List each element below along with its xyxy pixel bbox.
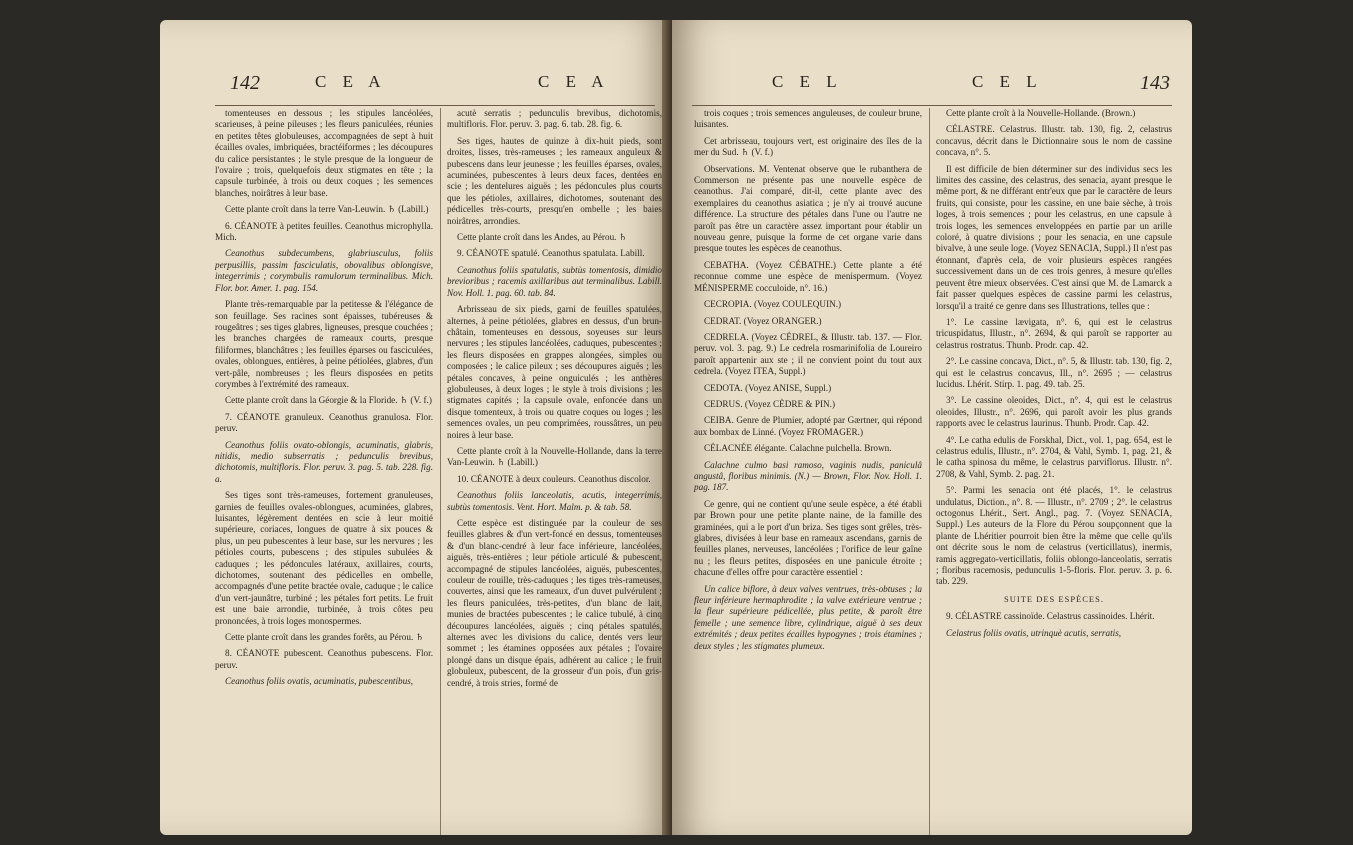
paragraph: acutè serratis ; pedunculis brevibus, dichotomis, multifloris. Flor. peruv. 3. pag. 6. tab. 28. fig. 6. — [447, 108, 662, 130]
paragraph: Cette plante croît dans les Andes, au Pérou. ♄ — [457, 232, 627, 243]
paragraph: Observations. M. Ventenat observe que le rubanthera de Commerson ne présente pas une nouvelle espèce de ceanothus. J'ai comparé, dit-il, cette plante avec des exemplaires du ceanothus asiatica ; je n'y ai trouvé aucune différence. La structure des pétales dans l'une ou l'autre ne paroît pas être un caractère assez important pour établir un nouveau genre, puisque la forme de cet organe varie dans presque toutes les espèces de ceanothus. — [694, 163, 922, 254]
paragraph: 6. CÉANOTE à petites feuilles. Ceanothus microphylla. Mich. — [215, 220, 433, 243]
paragraph: CÉLACNÉE élégante. Calachne pulchella. Brown. — [704, 443, 892, 454]
running-head-left-1: C E A — [315, 72, 387, 91]
paragraph: Ce genre, qui ne contient qu'une seule espèce, a été établi par Brown pour une petite plante naine, de la famille des graminées, qui a le port d'un briza. Ses tiges sont grêles, très-glabres, divisées à leur base en rameaux ascendans, garnis de feuilles planes, nerveuses, lancéolées ; l'orifice de leur gaîne nu ; les fleurs petites, disposées en une panicule étroite ; chacune d'elles offre pour caractère essentiel : — [694, 498, 922, 578]
paragraph: Ceanothus foliis ovatis, acuminatis, pubescentibus, — [225, 676, 414, 687]
paragraph: Cette plante croît dans les grandes forêts, au Pérou. ♄ — [225, 632, 424, 643]
paragraph: Ceanothus subdecumbens, glabriusculus, foliis perpusillis, passim fasciculatis, obovalibus oblongisve, integerrimis ; corymbulis ramulorum terminalibus. Mich. Flor. bor. Amer. 1. pag. 154. — [215, 248, 433, 293]
left-column-2 — [447, 108, 662, 694]
paragraph: SUITE DES ESPÈCES. — [1004, 593, 1104, 604]
right-column-2 — [936, 108, 1172, 644]
paragraph: 5°. Parmi les senacia ont été placés, 1°. le celastrus undulatus, Diction., n°. 8. — Illustr., n°. 2709 ; 2°. le celastrus octogonus Lhérit., Sert. Angl., pag. 7. (Voyez SENACIA, Suppl.) Les auteurs de la Flore du Pérou soupçonnent que la plante de Lhéritier pourroit bien être la même que celle qu'ils ont décrite sous le nom de celastrus (verticillatus), inermis, ramis aggregato-verticillatis, foliis oblongo-lanceolatis, serratis ; floribus racemosis, pedunculis 1-5-floris. Flor. peruv. 3. p. 6. tab. 229. — [936, 485, 1172, 587]
right-page — [672, 20, 1192, 835]
column-divider-right — [929, 108, 930, 835]
paragraph: Cette plante croît dans la terre Van-Leuwin. ♄ (Labill.) — [225, 204, 429, 215]
paragraph: CEDRUS. (Voyez CÈDRE & PIN.) — [704, 398, 836, 409]
left-column-1 — [215, 108, 433, 693]
running-head-right-1: C E L — [772, 72, 843, 91]
paragraph: Ceanothus foliis spatulatis, subtùs tomentosis, dimidio brevioribus ; racemis axillaribus aut terminalibus. Labill. Nov. Holl. 1. pag. 60. tab. 84. — [447, 264, 662, 298]
paragraph: Cette plante croît à la Nouvelle-Hollande. (Brown.) — [946, 108, 1136, 118]
paragraph: Ses tiges, hautes de quinze à dix-huit pieds, sont droites, lisses, très-rameuses ; les rameaux anguleux & pubescens dans leur jeunesse ; les feuilles éparses, ovales, acuminées, pubescentes à leurs deux faces, dentées en scie ; les dentelures aiguës ; les pédoncules plus courts que les pétioles, axillaires, dichotomes, soutenant des pédicelles très-courts, presqu'en ombelle ; les baies noirâtres, arrondies. — [447, 135, 662, 226]
paragraph: Ses tiges sont très-rameuses, fortement granuleuses, garnies de feuilles ovales-oblongues, acuminées, glabres, luisantes, légèrement dentées en scie à leur moitié supérieure, coriaces, longues de quatre à six pouces & plus, un peu pubescentes à leur base, sur les nervures ; les pétioles courts, pubescens ; des stipules subulées & caduques ; les pédoncules latéraux, axillaires, courts, dichotomes, soutenant des pédicelles en ombelle, accompagnés d'une petite bractée ovale, caduque ; le calice d'un vert-jaunâtre, turbiné ; les pétales fort petits. Le fruit est une baie arrondie, turbinée, à trois côtes peu prononcées, à trois loges monospermes. — [215, 490, 433, 626]
paragraph: 7. CÉANOTE granuleux. Ceanothus granulosa. Flor. peruv. — [215, 411, 433, 434]
paragraph: CEBATHA. (Voyez CÉBATHE.) Cette plante a été reconnue comme une espèce de menispermum. (Voyez MÉNISPERME cocculoide, n°. 16.) — [694, 259, 922, 293]
paragraph: 9. CÉLASTRE cassinoïde. Celastrus cassinoides. Lhérit. — [946, 611, 1155, 622]
paragraph: Cette espèce est distinguée par la couleur de ses feuilles glabres & d'un vert-foncé en dessus, tomenteuses & d'un blanc-cendré à leur face inférieure, lancéolées, aiguës, très-entières ; leur pétiole articulé & pubescent, accompagné de stipules lancéolées, aiguës, pubescentes, couleur de rouille, très-caduques ; les tiges très-rameuses, couvertes, ainsi que les rameaux, d'un duvet pulvérulent ; les fleurs paniculées, très-petites, d'un blanc de lait, munies de bractées pubescentes ; le calice tubulé, à cinq découpures lancéolées, aiguës ; cinq pétales spatulés, alternes avec les divisions du calice, dentés vers leur sommet ; les étamines opposées aux pétales ; l'ovaire plongé dans un disque épais, adhérent au calice ; le fruit globuleux, pubescent, de la grosseur d'un pois, d'un gris-cendré, à trois stries, formé de — [447, 518, 662, 688]
paragraph: 2°. Le cassine concava, Dict., n°. 5, & Illustr. tab. 130, fig. 2, qui est le celastrus concavus, Ill., n°. 2695 ; — celastrus lucidus. Lhérit. Stirp. 1. pag. 49. tab. 25. — [936, 356, 1172, 389]
paragraph: Plante très-remarquable par la petitesse & l'élégance de son feuillage. Ses racines sont épaisses, tubéreuses & rougeâtres ; ses tiges glabres, ligneuses, presque couchées ; les branches chargées de rameaux courts, presque filiformes, blanchâtres ; les feuilles éparses ou fasciculées, ovales, oblongues, entières, à peine pétiolées, glabres, d'un vert-pâle, nombreuses ; les fleurs disposées en petits corymbes à l'extrémité des rameaux. — [215, 299, 433, 389]
paragraph: Cette plante croît dans la Géorgie & la Floride. ♄ (V. f.) — [225, 395, 432, 406]
page-number-right: 143 — [1140, 72, 1170, 94]
paragraph: Il est difficile de bien déterminer sur des individus secs les limites des cassine, des celastrus, des senacia, ayant presque le même port, & ne différant entr'eux que par le caractère de leurs fruits, qui consiste, pour les cassine, en une baie sèche, à trois loges, à trois semences ; pour les celastrus, en une capsule à trois loges, les semences enveloppées en partie par un arille coloré, à quatre divisions ; pour les senacia, en une capsule bivalve, à une seule loge. (Voyez SENACIA, Suppl.) Il n'est pas étonnant, d'après cela, de voir plusieurs espèces rangées successivement dans un de ces trois genres, à mesure qu'elles peuvent être mieux observées. C'est ainsi que M. de Lamarck a fait passer quelques espèces de cassine parmi les celastrus, lorsqu'il a traité ce genre dans ses Illustrations, telles que : — [936, 163, 1172, 311]
paragraph: CEDRAT. (Voyez ORANGER.) — [704, 315, 822, 326]
paragraph: trois coques ; trois semences anguleuses, de couleur brune, luisantes. — [694, 108, 922, 130]
paragraph: Celastrus foliis ovatis, utrinquè acutis, serratis, — [946, 627, 1122, 638]
column-divider-left — [440, 108, 441, 835]
paragraph: CÉLASTRE. Celastrus. Illustr. tab. 130, fig. 2, celastrus concavus, décrit dans le Dictionnaire sous le nom de cassine concava, n°. 5. — [936, 124, 1172, 158]
paragraph: 9. CÉANOTE spatulé. Ceanothus spatulata. Labill. — [457, 248, 645, 259]
paragraph: CEDRELA. (Voyez CÉDREL, & Illustr. tab. 137. — Flor. peruv. vol. 3. pag. 9.) Le cedrela rosmarinifolia de Loureiro paroît appartenir aux ste ; il ne convient point du tout aux cedrela. (Voyez ITEA, Suppl.) — [694, 331, 922, 377]
paragraph: tomenteuses en dessous ; les stipules lancéolées, scarieuses, à peine pileuses ; les fleurs paniculées, réunies en petites têtes globuleuses, accompagnées de sept à huit écailles ovales, imbriquées, bractéiformes ; les découpures du calice persistantes ; le style presque de la longueur de l'ovaire ; trois, quelquefois deux stigmates en tête ; la capsule turbinée, à trois ou deux coques ; les semences blanches, noirâtres à leur base. — [215, 108, 433, 198]
paragraph: Cette plante croît à la Nouvelle-Hollande, dans la terre Van-Leuwin. ♄ (Labill.) — [447, 445, 662, 468]
paragraph: CECROPIA. (Voyez COULEQUIN.) — [704, 299, 842, 310]
paragraph: 4°. Le catha edulis de Forskhal, Dict., vol. 1, pag. 654, est le celastrus edulis, Illustr., n°. 2704, & Vahl, Symb. 1, pag. 21, & le catha spinosa du même, le celastrus parviflorus. Illustr. n°. 2708, & Vahl, Symb. 2. pag. 21. — [936, 434, 1172, 479]
paragraph: Arbrisseau de six pieds, garni de feuilles spatulées, alternes, à peine pétiolées, glabres en dessus, d'un brun-châtain, tomenteuses en dessous, soyeuses sur leurs nervures ; les stipules lancéolées, caduques, pubescentes ; les fleurs disposées en grappes alongées, simples ou composées ; le calice pileux ; ses découpures aiguës ; les pétales concaves, à peine onguiculés ; les anthères globuleuses, à deux loges ; le style à trois divisions ; les stigmates capités ; la capsule ovale, enfoncée dans un disque tomenteux, à trois ou quatre coques ou loges ; les semences ovales, un peu comprimées, roussâtres, un peu noires à leur base. — [447, 304, 662, 440]
paragraph: 10. CÉANOTE à deux couleurs. Ceanothus discolor. — [457, 473, 651, 484]
page-number-left: 142 — [230, 72, 260, 94]
running-head-right-2: C E L — [972, 72, 1043, 91]
running-head-left-2: C E A — [538, 72, 610, 91]
paragraph: Un calice biflore, à deux valves ventrues, très-obtuses ; la fleur inférieure hermaphrodite ; la valve extérieure ventrue ; la fleur supérieure pédicellée, plus petite, & paroît être femelle ; une semence libre, cylindrique, aiguë à ses deux extrémités ; deux petites écailles hypogynes ; trois étamines ; deux styles ; les stigmates plumeux. — [694, 583, 922, 651]
header-rule-left — [215, 105, 655, 106]
paragraph: Ceanothus foliis lanceolatis, acutis, integerrimis, subtùs tomentosis. Vent. Hort. Malm. p. & tab. 58. — [447, 490, 662, 512]
header-rule-right — [692, 105, 1172, 106]
paragraph: 8. CÉANOTE pubescent. Ceanothus pubescens. Flor. peruv. — [215, 648, 433, 670]
paragraph: CEDOTA. (Voyez ANISE, Suppl.) — [704, 382, 832, 393]
paragraph: Cet arbrisseau, toujours vert, est originaire des îles de la mer du Sud. ♄ (V. f.) — [694, 135, 922, 158]
paragraph: Ceanothus foliis ovato-oblongis, acuminatis, glabris, nitidis, medio subserratis ; pedunculis brevibus, dichotomis, multifloris. Flor. peruv. 3. pag. 5. tab. 228. fig. a. — [215, 439, 433, 484]
paragraph: 3°. Le cassine oleoides, Dict., n°. 4, qui est le celastrus oleoides, Illustr., n°. 2696, qui paroît avoir les plus grands rapports avec le celastrus laurinus. Thunb. Prodr. Cap. 42. — [936, 395, 1172, 429]
right-column-1 — [694, 108, 922, 657]
paragraph: CEIBA. Genre de Plumier, adopté par Gærtner, qui répond aux bombax de Linné. (Voyez FROMAGER.) — [694, 415, 922, 437]
left-page — [160, 20, 670, 835]
paragraph: 1°. Le cassine lævigata, n°. 6, qui est le celastrus tricuspidatus, Illustr., n°. 2694, & qui paroît se rapporter au celastrus rostratus. Thunb. Prodr. cap. 42. — [936, 316, 1172, 350]
paragraph: Calachne culmo basi ramoso, vaginis nudis, paniculâ angustâ, floribus minimis. (N.) — Brown, Flor. Nov. Holl. 1. pag. 187. — [694, 459, 922, 493]
